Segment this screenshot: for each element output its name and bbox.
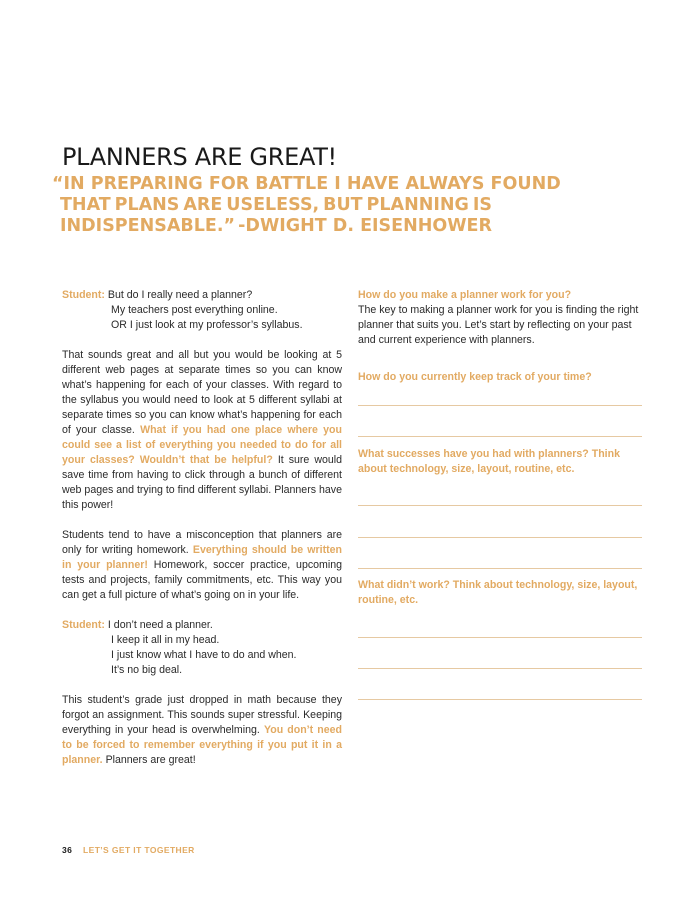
answer-line[interactable] [358, 436, 642, 437]
page-footer [62, 845, 195, 855]
dialog-line: OR I just look at my professor’s syllabus. [111, 319, 303, 331]
quote-author: -DWIGHT D. EISENHOWER [238, 216, 492, 236]
highlight-text: You don’t need to be forced to remember everything if you put it in a planner. [62, 724, 342, 766]
question-heading: What successes have you had with planners? Think about technology, size, layout, routine, etc. [358, 448, 620, 475]
quote-word: ARE [183, 195, 223, 215]
quote-line-2 [52, 195, 492, 216]
question-heading: How do you make a planner work for you? [358, 289, 572, 301]
quote-word: IS [472, 195, 492, 215]
speaker-label: Student: [62, 619, 105, 631]
answer-line[interactable] [358, 405, 642, 406]
quote-word: USELESS, [226, 195, 320, 215]
paragraph [62, 348, 342, 513]
text-run: Homework, soccer practice, upcoming tests and projects, family commitments, etc. This way you can get a full picture of what’s going on in your life. [62, 559, 342, 601]
answer-line[interactable] [358, 568, 642, 569]
answer-line[interactable] [358, 505, 642, 506]
answer-line[interactable] [358, 668, 642, 669]
question-heading: What didn’t work? Think about technology, size, layout, routine, etc. [358, 579, 638, 606]
quote-word: PLANS [114, 195, 180, 215]
text-run: This student’s grade just dropped in math because they forgot an assignment. This sounds super stressful. Keeping everything in your head is overwhelming. [62, 694, 342, 736]
text-run: Planners are great! [102, 754, 196, 766]
text-run: Students tend to have a misconception that planners are only for writing homework. [62, 529, 342, 556]
right-column [358, 288, 644, 606]
dialog-line: I keep it all in my head. [111, 634, 220, 646]
paragraph [62, 693, 342, 768]
text-run: That sounds great and all but you would be looking at 5 different web pages at separate times so you can know what’s happening for each of your classes. With regard to the syllabus you would need to look at 5 different syllabi at separate times so you can know what’s happening for each of your classe. [62, 349, 342, 436]
page-title: PLANNERS ARE GREAT! [62, 143, 337, 171]
student-dialog-2 [62, 618, 342, 678]
question-heading: How do you currently keep track of your time? [358, 371, 592, 383]
dialog-line: I don’t need a planner. [107, 619, 213, 631]
answer-line[interactable] [358, 637, 642, 638]
highlight-text: What if you had one place where you could see a list of everything you needed to do for all your classes? Wouldn’t that be helpful? [62, 424, 342, 466]
quote-word: THAT [60, 195, 111, 215]
paragraph [62, 528, 342, 603]
speaker-label: Student: [62, 289, 105, 301]
answer-line[interactable] [358, 537, 642, 538]
paragraph: The key to making a planner work for you is finding the right planner that suits you. Let’s start by reflecting on your past and current experience with planners. [358, 304, 639, 346]
quote-end: INDISPENSABLE.” [60, 216, 235, 236]
quote-word: PLANNING [366, 195, 469, 215]
page-number: 36 [62, 845, 73, 855]
dialog-line: I just know what I have to do and when. [111, 649, 297, 661]
highlight-text: Everything should be written in your planner! [62, 544, 342, 571]
dialog-line: My teachers post everything online. [111, 304, 278, 316]
left-column [62, 288, 342, 783]
answer-line[interactable] [358, 699, 642, 700]
dialog-line: But do I really need a planner? [107, 289, 253, 301]
quote-line-1: “IN PREPARING FOR BATTLE I HAVE ALWAYS FOUND [52, 174, 561, 194]
quote-word: BUT [323, 195, 363, 215]
pull-quote [52, 174, 561, 237]
dialog-line: It’s no big deal. [111, 664, 183, 676]
book-title: LET’S GET IT TOGETHER [83, 845, 195, 855]
text-run: It sure would save time from having to click through a bunch of different web pages and trying to find different syllabi. Planners have this power! [62, 454, 342, 511]
student-dialog-1 [62, 288, 342, 333]
quote-line-3 [52, 216, 492, 237]
